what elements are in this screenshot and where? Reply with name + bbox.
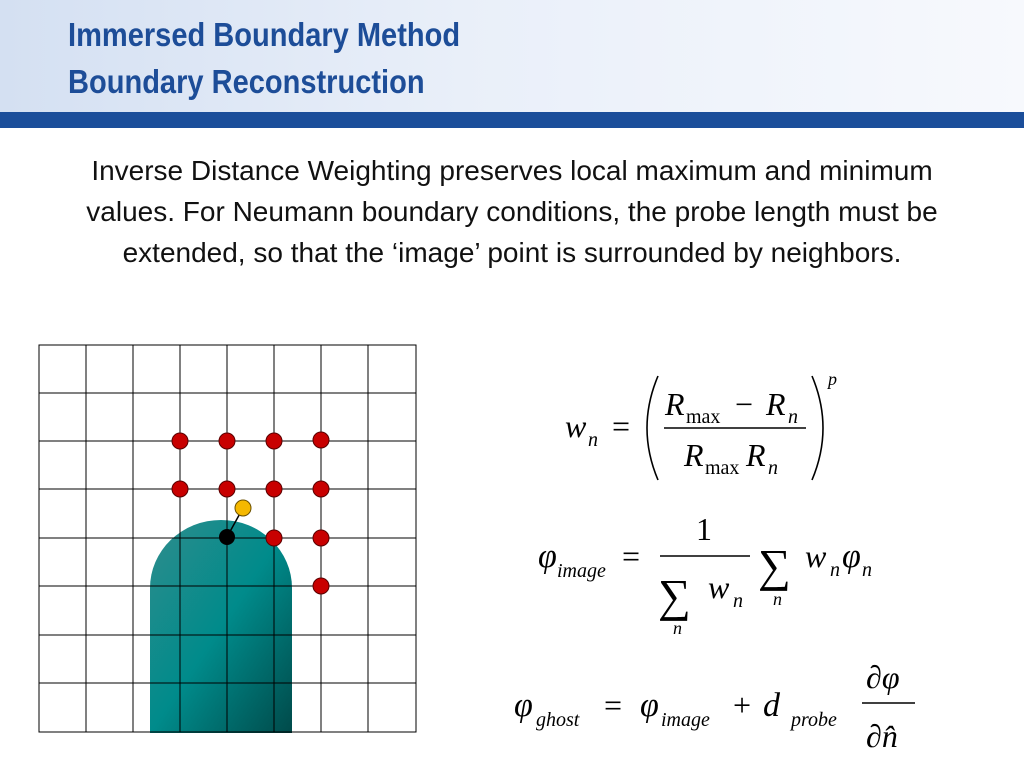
neighbor-point: [266, 530, 282, 546]
eq2-w: w: [805, 538, 827, 574]
eq2-equals: =: [622, 538, 641, 574]
eq1-num-R1-sub: max: [686, 406, 721, 428]
eq2-lhs: φ: [538, 538, 557, 575]
header-bar: [0, 112, 1024, 128]
neighbor-point: [172, 433, 188, 449]
neighbor-point: [313, 530, 329, 546]
eq1-den-R1-sub: max: [705, 457, 740, 479]
eq1-den-R2-sub: n: [768, 457, 778, 479]
eq1-lhs: w: [565, 408, 587, 444]
eq1-den-R1: R: [684, 437, 704, 473]
neighbor-point: [313, 481, 329, 497]
slide-title-line1: Immersed Boundary Method: [68, 16, 461, 53]
eq3-numerator: ∂φ: [866, 659, 900, 695]
eq2-den-w-sub: n: [733, 590, 743, 612]
eq1-num-R2-sub: n: [788, 406, 798, 428]
eq1-left-paren: [647, 376, 658, 480]
eq3-equals: =: [604, 687, 623, 723]
eq3-phi: φ: [640, 687, 659, 724]
eq3-lhs: φ: [514, 687, 533, 724]
eq3-lhs-sub: ghost: [536, 709, 580, 731]
eq3-denominator: ∂n̂: [866, 718, 898, 754]
eq1-equals: =: [612, 408, 631, 444]
slide-body-text: Inverse Distance Weighting preserves local maximum and minimum values. For Neumann boundary conditions, the probe length must be extended, so that the ‘image’ point is surrounded by neighbors.: [86, 155, 938, 268]
image-equation: [538, 511, 872, 638]
eq3-d-sub: probe: [791, 709, 837, 731]
eq1-minus: −: [735, 386, 754, 422]
image-point: [235, 500, 251, 516]
eq2-numerator: 1: [696, 511, 712, 547]
eq2-sum-sub: n: [773, 589, 782, 609]
eq3-phi-sub: image: [661, 709, 710, 731]
eq1-lhs-sub: n: [588, 429, 598, 451]
neighbor-point: [313, 432, 329, 448]
equations: [500, 360, 920, 760]
eq1-den-R2: R: [746, 437, 766, 473]
ghost-point: [219, 529, 235, 545]
ghost-equation: [514, 659, 915, 754]
neighbor-point: [172, 481, 188, 497]
eq2-den-sum-icon: ∑: [658, 570, 691, 621]
eq2-den-w: w: [708, 569, 730, 605]
eq1-exponent: p: [828, 369, 837, 389]
eq1-num-R1: R: [665, 386, 685, 422]
eq2-phi-sub: n: [862, 559, 872, 581]
eq1-right-paren: [812, 376, 823, 480]
eq1-num-R2: R: [766, 386, 786, 422]
slide-title-line2: Boundary Reconstruction: [68, 63, 425, 100]
eq2-w-sub: n: [830, 559, 840, 581]
eq3-d: d: [763, 687, 780, 724]
eq2-den-sum-sub: n: [673, 618, 682, 638]
neighbor-point: [219, 481, 235, 497]
immersed-body-shape: [150, 520, 292, 733]
eq2-sum-icon: ∑: [758, 540, 791, 591]
neighbor-point: [266, 481, 282, 497]
neighbor-point: [219, 433, 235, 449]
neighbor-point: [313, 578, 329, 594]
eq2-lhs-sub: image: [557, 560, 606, 582]
weight-equation: [565, 369, 837, 480]
eq3-plus: +: [733, 687, 752, 723]
immersed-body: [150, 520, 292, 733]
grid-figure: [0, 330, 440, 750]
neighbor-point: [266, 433, 282, 449]
eq2-phi: φ: [842, 538, 861, 575]
